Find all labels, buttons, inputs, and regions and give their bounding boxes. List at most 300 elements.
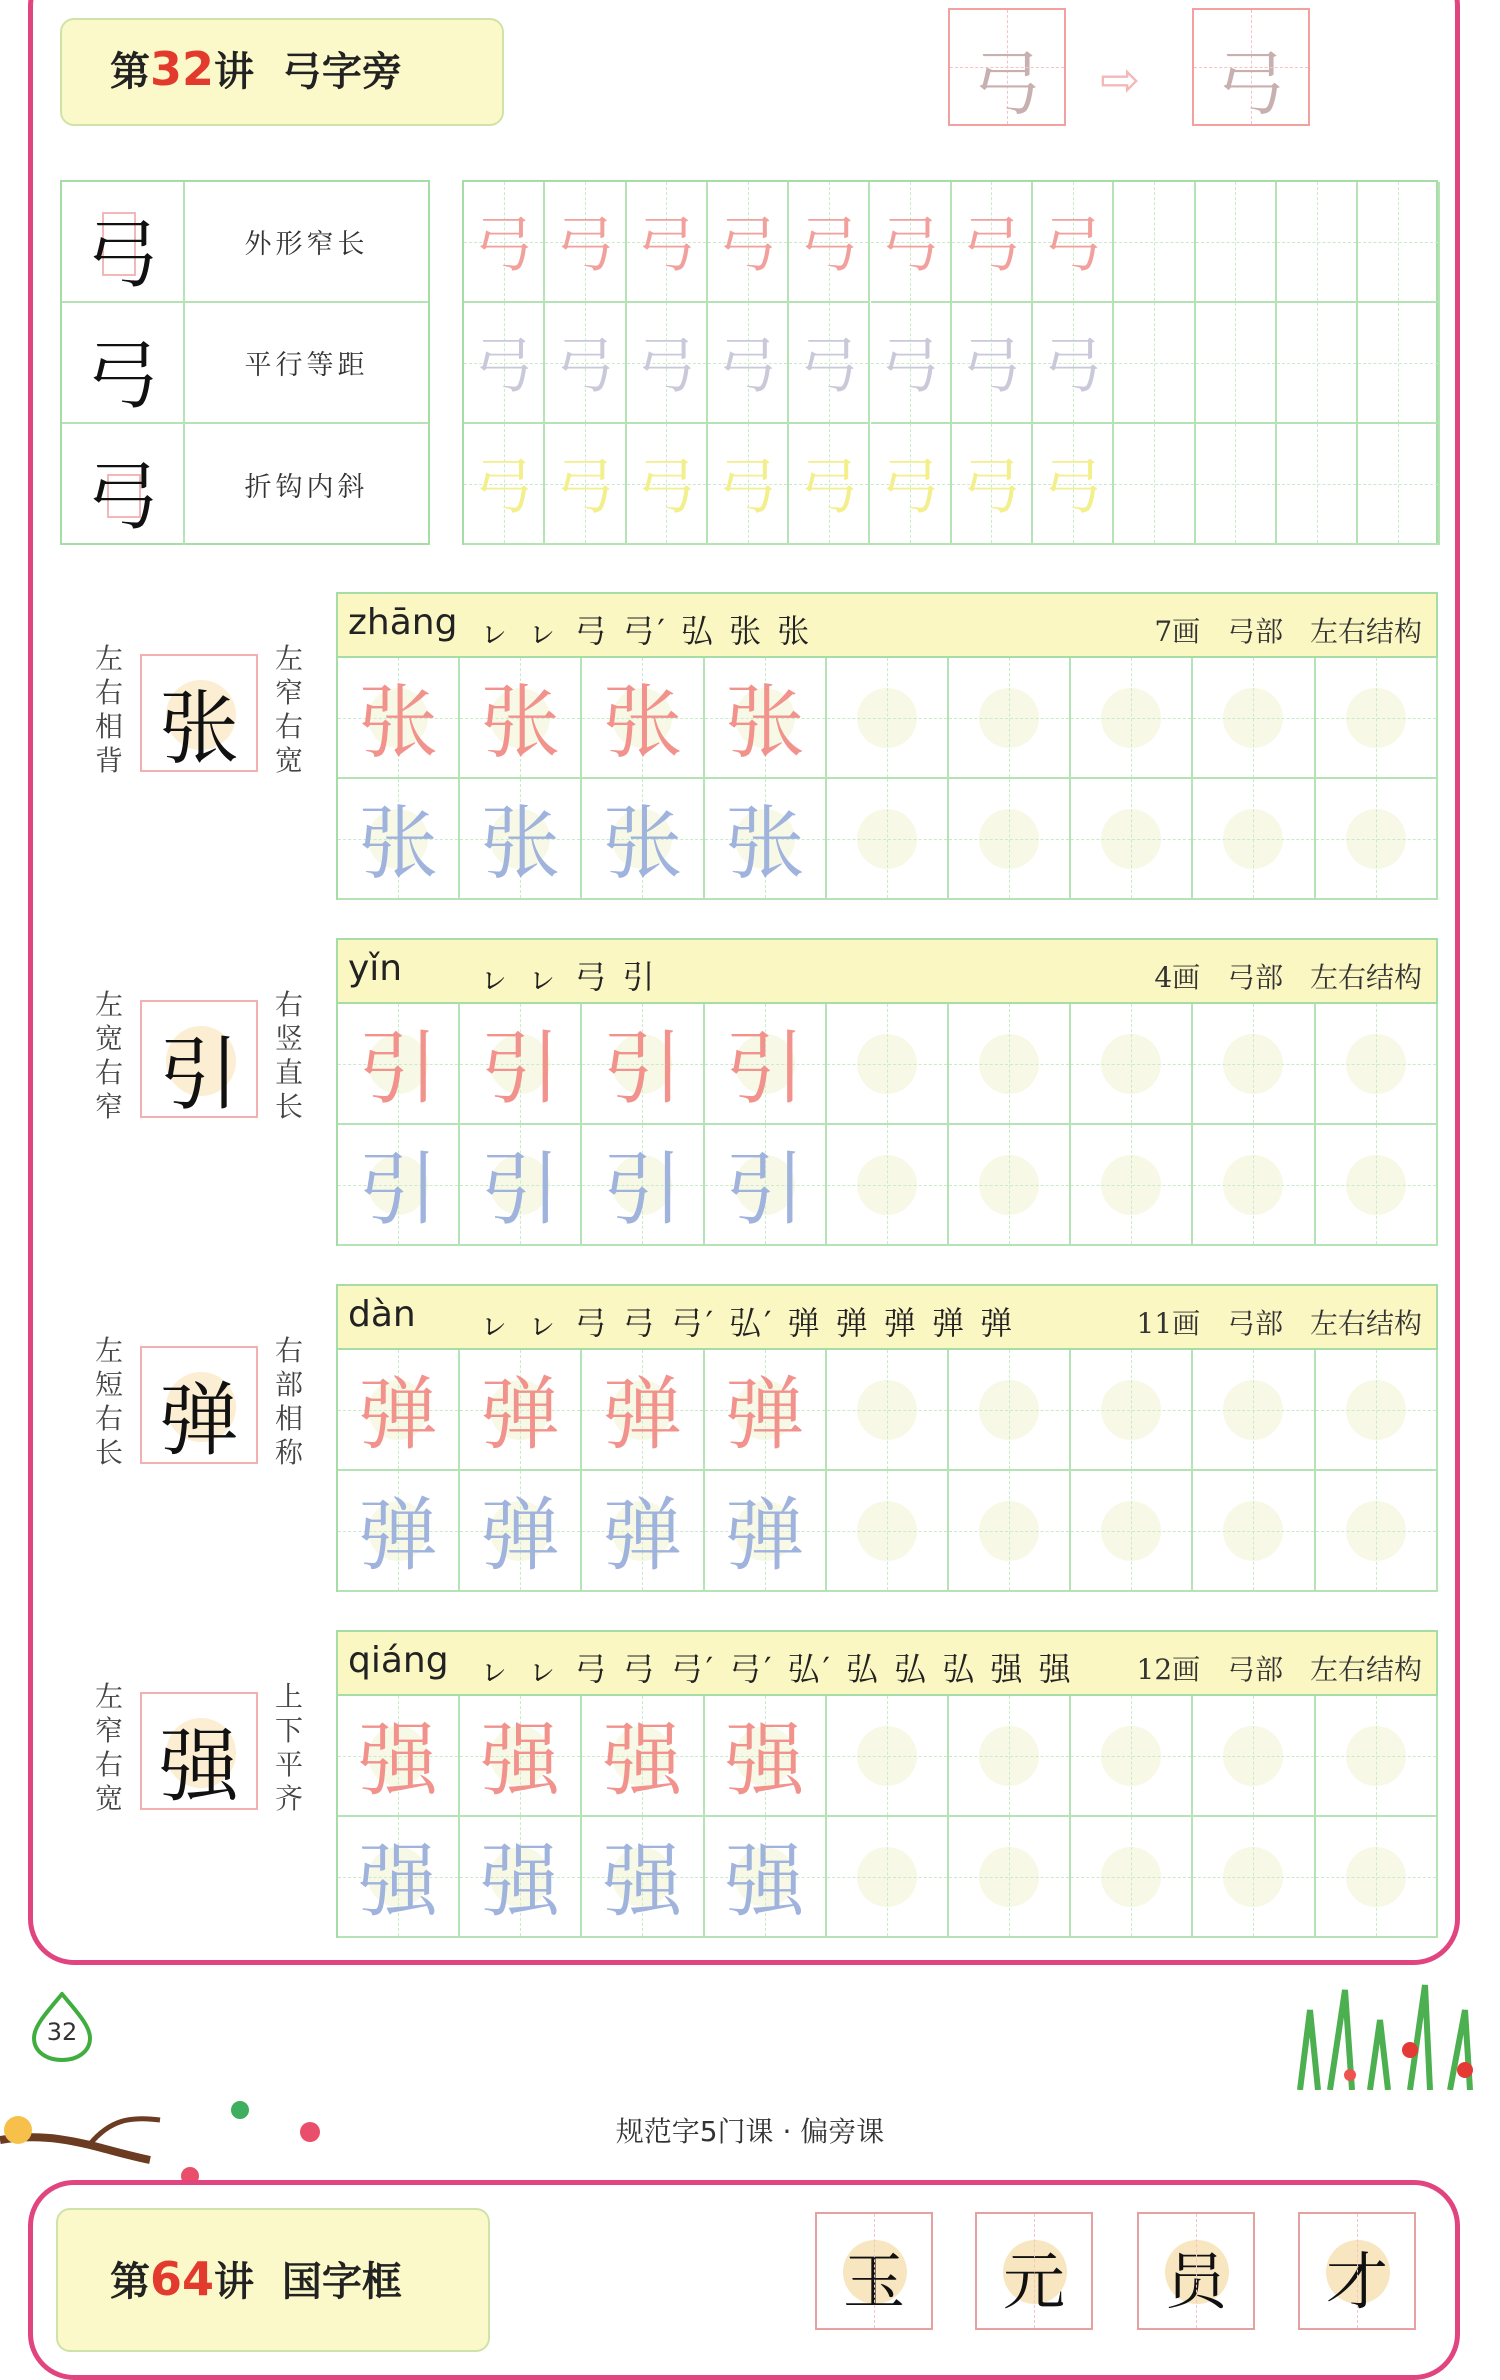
practice-cell (460, 1471, 582, 1592)
practice-cell (1071, 1817, 1193, 1938)
next-lesson-prefix: 第 (110, 2259, 150, 2305)
practice-cell (460, 779, 582, 900)
demo-box-after (1192, 8, 1310, 126)
lesson-name: 弓字旁 (281, 49, 402, 95)
char-practice-grid (336, 656, 1438, 900)
trace-glyph: 弓 (880, 209, 941, 280)
practice-cell (1316, 1125, 1438, 1246)
structure-type: 左右结构 (1309, 1307, 1422, 1340)
practice-cell (789, 182, 870, 303)
trace-glyph: 弓 (1042, 330, 1103, 401)
guide-line (1277, 484, 1356, 485)
trace-glyph: 弓 (1042, 209, 1103, 280)
guide-line (1114, 242, 1193, 243)
right-note: 上下平齐 (274, 1680, 303, 1815)
page-number: 32 (46, 2018, 78, 2046)
trace-glyph: 弓 (717, 330, 778, 401)
model-char: 强 (159, 1720, 239, 1813)
radical-feature-table (60, 180, 430, 545)
radical-tip: 折钩内斜 (244, 472, 369, 503)
practice-cell (1316, 1696, 1438, 1817)
trace-glyph: 弓 (473, 451, 534, 522)
practice-cell (338, 1004, 460, 1125)
practice-cell (1033, 303, 1114, 424)
pinyin: dàn (348, 1294, 416, 1335)
practice-cell (1358, 303, 1439, 424)
practice-cell (1193, 1696, 1315, 1817)
practice-cell (827, 1350, 949, 1471)
practice-cell (705, 658, 827, 779)
trace-glyph: 弹 (480, 1488, 561, 1582)
practice-cell (952, 424, 1033, 545)
practice-cell (1193, 1350, 1315, 1471)
next-lesson-glyph: 元 (1002, 2245, 1065, 2318)
trace-glyph: 弓 (880, 451, 941, 522)
practice-cell (949, 1471, 1071, 1592)
trace-glyph: 张 (358, 675, 439, 769)
trace-glyph: 强 (602, 1713, 683, 1807)
trace-glyph: 引 (358, 1021, 439, 1115)
practice-cell (949, 779, 1071, 900)
trace-glyph: 弓 (717, 209, 778, 280)
demo-char-after: 弓 (1216, 43, 1286, 125)
char-practice-grid (336, 1694, 1438, 1938)
practice-cell (871, 303, 952, 424)
trace-glyph: 弓 (961, 209, 1022, 280)
trace-glyph: 张 (480, 675, 561, 769)
practice-cell (1071, 1004, 1193, 1125)
trace-glyph: 张 (602, 675, 683, 769)
practice-cell (949, 1350, 1071, 1471)
trace-glyph: 弓 (717, 451, 778, 522)
stroke-count: 4画 (1154, 961, 1201, 994)
practice-cell (871, 182, 952, 303)
trace-glyph: 引 (602, 1021, 683, 1115)
stroke-count: 11画 (1136, 1307, 1201, 1340)
trace-glyph: 弓 (554, 330, 615, 401)
trace-glyph: 弓 (636, 451, 697, 522)
pinyin: yǐn (348, 948, 403, 989)
practice-cell (338, 1350, 460, 1471)
practice-cell (705, 1696, 827, 1817)
char-practice-grid (336, 1348, 1438, 1592)
left-note: 左右相背 (94, 642, 123, 777)
trace-glyph: 弓 (554, 451, 615, 522)
guide-line (1316, 1877, 1436, 1878)
lesson-suffix: 讲 (214, 49, 255, 95)
radical-glyph-box (62, 424, 185, 545)
practice-cell (338, 779, 460, 900)
practice-cell (827, 779, 949, 900)
guide-line (827, 1410, 947, 1411)
practice-cell (1277, 303, 1358, 424)
trace-glyph: 强 (724, 1834, 805, 1928)
guide-line (949, 839, 1069, 840)
practice-cell (1114, 182, 1195, 303)
stroke-count: 7画 (1154, 615, 1201, 648)
trace-glyph: 弓 (636, 209, 697, 280)
guide-line (949, 1756, 1069, 1757)
model-char: 张 (159, 682, 239, 775)
guide-line (949, 1064, 1069, 1065)
radical-practice-grid (462, 180, 1438, 545)
book-footer: 规范字5门课 · 偏旁课 (615, 2115, 885, 2148)
guide-line (1316, 1064, 1436, 1065)
stroke-order: ㇾ ㇾ 弓 弓 弓′ 弘′ 弹 弹 弹 弹 弹 (478, 1304, 1016, 1342)
practice-cell (1196, 303, 1277, 424)
practice-cell (545, 182, 626, 303)
model-char-box (140, 1346, 258, 1467)
lesson-number: 32 (150, 42, 215, 96)
practice-cell (1193, 779, 1315, 900)
practice-cell (952, 303, 1033, 424)
trace-glyph: 弹 (602, 1367, 683, 1461)
practice-cell (582, 1696, 704, 1817)
practice-cell (1277, 424, 1358, 545)
radical-glyph: 弓 (85, 333, 160, 419)
next-lesson-title (110, 2250, 402, 2307)
trace-glyph: 弹 (358, 1367, 439, 1461)
pinyin: zhāng (348, 602, 458, 643)
next-lesson-suffix: 讲 (214, 2259, 255, 2305)
practice-cell (1316, 1350, 1438, 1471)
guide-line (1316, 839, 1436, 840)
guide-line (827, 1756, 947, 1757)
practice-cell (1071, 1125, 1193, 1246)
guide-line (949, 1185, 1069, 1186)
trace-glyph: 引 (724, 1142, 805, 1236)
next-lesson-char (815, 2212, 933, 2330)
practice-cell (545, 303, 626, 424)
practice-cell (464, 303, 545, 424)
trace-glyph: 弓 (554, 209, 615, 280)
left-note: 左短右长 (94, 1334, 123, 1469)
trace-glyph: 引 (724, 1021, 805, 1115)
model-char-box (140, 654, 258, 775)
radical-name: 弓部 (1227, 615, 1284, 648)
trace-glyph: 张 (480, 796, 561, 890)
practice-cell (708, 182, 789, 303)
practice-cell (705, 1125, 827, 1246)
practice-cell (705, 1817, 827, 1938)
trace-glyph: 弓 (636, 330, 697, 401)
radical-glyph-box (62, 182, 185, 301)
guide-line (1071, 1531, 1191, 1532)
demo-char-before: 弓 (972, 43, 1042, 125)
radical-row (62, 182, 428, 303)
char-meta (1137, 1302, 1422, 1342)
demo-box-before (948, 8, 1066, 126)
practice-cell (705, 1471, 827, 1592)
radical-glyph: 弓 (85, 212, 160, 298)
trace-glyph: 强 (480, 1713, 561, 1807)
practice-cell (338, 1817, 460, 1938)
practice-cell (827, 1004, 949, 1125)
trace-glyph: 弹 (480, 1367, 561, 1461)
practice-cell (338, 1471, 460, 1592)
radical-name: 弓部 (1227, 1653, 1284, 1686)
practice-cell (1114, 303, 1195, 424)
char-info-bar (336, 1630, 1438, 1696)
next-lesson-glyph: 玉 (842, 2245, 905, 2318)
trace-glyph: 强 (602, 1834, 683, 1928)
practice-cell (1193, 1817, 1315, 1938)
guide-line (1316, 1531, 1436, 1532)
practice-cell (827, 1125, 949, 1246)
structure-type: 左右结构 (1309, 615, 1422, 648)
practice-cell (582, 1471, 704, 1592)
guide-line (949, 718, 1069, 719)
trace-glyph: 张 (724, 796, 805, 890)
guide-line (1358, 363, 1437, 364)
practice-cell (789, 424, 870, 545)
practice-cell (464, 182, 545, 303)
next-lesson-char (1298, 2212, 1416, 2330)
radical-glyph: 弓 (85, 454, 160, 540)
char-practice-grid (336, 1002, 1438, 1246)
practice-cell (1071, 779, 1193, 900)
radical-glyph-box (62, 303, 185, 422)
guide-line (1193, 1531, 1313, 1532)
practice-cell (460, 1696, 582, 1817)
trace-glyph: 弓 (473, 209, 534, 280)
practice-cell (1316, 1817, 1438, 1938)
guide-line (827, 718, 947, 719)
guide-line (1358, 242, 1437, 243)
char-meta (1154, 956, 1422, 996)
trace-glyph: 强 (358, 1834, 439, 1928)
practice-cell (1358, 424, 1439, 545)
practice-cell (460, 1817, 582, 1938)
guide-line (827, 1185, 947, 1186)
radical-row (62, 303, 428, 424)
pinyin: qiáng (348, 1640, 449, 1681)
guide-line (1193, 1756, 1313, 1757)
trace-glyph: 张 (358, 796, 439, 890)
guide-line (1196, 484, 1275, 485)
trace-glyph: 引 (480, 1021, 561, 1115)
next-lesson-char (1137, 2212, 1255, 2330)
practice-cell (1033, 424, 1114, 545)
trace-glyph: 强 (724, 1713, 805, 1807)
trace-glyph: 弓 (798, 451, 859, 522)
guide-line (1196, 242, 1275, 243)
practice-cell (582, 1125, 704, 1246)
practice-cell (1193, 1471, 1315, 1592)
model-char-box (140, 1692, 258, 1813)
trace-glyph: 弓 (961, 330, 1022, 401)
practice-cell (582, 1350, 704, 1471)
guide-line (949, 1877, 1069, 1878)
radical-tip: 外形窄长 (244, 229, 369, 260)
guide-line (1071, 1185, 1191, 1186)
trace-glyph: 弹 (602, 1488, 683, 1582)
practice-cell (1071, 1471, 1193, 1592)
practice-cell (949, 1125, 1071, 1246)
next-lesson-glyph: 员 (1164, 2245, 1227, 2318)
guide-line (1193, 839, 1313, 840)
char-info-bar (336, 592, 1438, 658)
guide-line (1114, 484, 1193, 485)
guide-line (1193, 1877, 1313, 1878)
practice-cell (464, 424, 545, 545)
right-note: 右部相称 (274, 1334, 303, 1469)
trace-glyph: 引 (602, 1142, 683, 1236)
practice-cell (582, 1817, 704, 1938)
practice-cell (1316, 1471, 1438, 1592)
next-lesson-number: 64 (150, 2252, 215, 2306)
practice-cell (952, 182, 1033, 303)
guide-line (827, 1531, 947, 1532)
structure-type: 左右结构 (1309, 961, 1422, 994)
practice-cell (1196, 182, 1277, 303)
practice-cell (949, 658, 1071, 779)
trace-glyph: 张 (602, 796, 683, 890)
guide-line (1196, 363, 1275, 364)
guide-line (1071, 1064, 1191, 1065)
practice-cell (582, 658, 704, 779)
guide-line (1277, 363, 1356, 364)
practice-cell (627, 424, 708, 545)
guide-line (1316, 1410, 1436, 1411)
model-char: 引 (159, 1028, 239, 1121)
practice-cell (627, 182, 708, 303)
practice-cell (1316, 658, 1438, 779)
trace-glyph: 引 (480, 1142, 561, 1236)
model-char-box (140, 1000, 258, 1121)
guide-line (1071, 1877, 1191, 1878)
guide-line (1071, 839, 1191, 840)
practice-cell (789, 303, 870, 424)
guide-line (1193, 1064, 1313, 1065)
practice-cell (1358, 182, 1439, 303)
guide-line (1114, 363, 1193, 364)
guide-line (827, 1064, 947, 1065)
practice-cell (1277, 182, 1358, 303)
right-note: 左窄右宽 (274, 642, 303, 777)
stroke-count: 12画 (1136, 1653, 1201, 1686)
practice-cell (1193, 1125, 1315, 1246)
guide-line (1358, 484, 1437, 485)
char-info-bar (336, 1284, 1438, 1350)
arrow-right-icon: ⇨ (1100, 52, 1141, 108)
practice-cell (1071, 1696, 1193, 1817)
char-meta (1137, 1648, 1422, 1688)
practice-cell (827, 1817, 949, 1938)
lesson-prefix: 第 (110, 49, 150, 95)
guide-line (1316, 1756, 1436, 1757)
practice-cell (460, 1350, 582, 1471)
guide-line (1071, 1410, 1191, 1411)
trace-glyph: 引 (358, 1142, 439, 1236)
guide-line (1193, 718, 1313, 719)
radical-name: 弓部 (1227, 961, 1284, 994)
guide-line (1277, 242, 1356, 243)
practice-cell (827, 658, 949, 779)
stroke-order: ㇾ ㇾ 弓 弓 弓′ 弓′ 弘′ 弘 弘 弘 强 强 (478, 1650, 1074, 1688)
right-note: 右竖直长 (274, 988, 303, 1123)
guide-line (1193, 1185, 1313, 1186)
practice-cell (460, 1004, 582, 1125)
practice-cell (545, 424, 626, 545)
practice-cell (827, 1471, 949, 1592)
next-lesson-glyph: 才 (1325, 2245, 1388, 2318)
practice-cell (338, 1696, 460, 1817)
guide-line (1071, 1756, 1191, 1757)
practice-cell (705, 779, 827, 900)
practice-cell (1193, 1004, 1315, 1125)
trace-glyph: 弓 (473, 330, 534, 401)
trace-glyph: 强 (358, 1713, 439, 1807)
practice-cell (949, 1817, 1071, 1938)
grass-decoration-icon (1290, 1980, 1490, 2090)
practice-cell (1316, 779, 1438, 900)
guide-line (1071, 718, 1191, 719)
left-note: 左宽右窄 (94, 988, 123, 1123)
trace-glyph: 弹 (724, 1367, 805, 1461)
trace-glyph: 弓 (961, 451, 1022, 522)
practice-cell (582, 779, 704, 900)
practice-cell (827, 1696, 949, 1817)
practice-cell (1316, 1004, 1438, 1125)
practice-cell (1196, 424, 1277, 545)
practice-cell (338, 1125, 460, 1246)
practice-cell (708, 303, 789, 424)
practice-cell (705, 1004, 827, 1125)
practice-cell (708, 424, 789, 545)
trace-glyph: 弓 (798, 330, 859, 401)
practice-cell (582, 1004, 704, 1125)
char-info-bar (336, 938, 1438, 1004)
practice-cell (1114, 424, 1195, 545)
trace-glyph: 弓 (798, 209, 859, 280)
trace-glyph: 张 (724, 675, 805, 769)
model-char: 弹 (159, 1374, 239, 1467)
next-lesson-char (975, 2212, 1093, 2330)
next-lesson-name: 国字框 (281, 2259, 402, 2305)
guide-line (949, 1531, 1069, 1532)
practice-cell (1193, 658, 1315, 779)
trace-glyph: 弓 (880, 330, 941, 401)
char-meta (1154, 610, 1422, 650)
guide-line (1193, 1410, 1313, 1411)
guide-line (827, 839, 947, 840)
practice-cell (705, 1350, 827, 1471)
left-note: 左窄右宽 (94, 1680, 123, 1815)
practice-cell (949, 1696, 1071, 1817)
guide-line (1316, 1185, 1436, 1186)
lesson-title (110, 40, 402, 97)
practice-cell (871, 424, 952, 545)
stroke-order: ㇾ ㇾ 弓 弓′ 弘 张 张 (478, 612, 813, 650)
practice-cell (338, 658, 460, 779)
practice-cell (460, 658, 582, 779)
radical-row (62, 424, 428, 545)
practice-cell (1071, 1350, 1193, 1471)
trace-glyph: 弓 (1042, 451, 1103, 522)
guide-line (827, 1877, 947, 1878)
radical-name: 弓部 (1227, 1307, 1284, 1340)
practice-cell (1071, 658, 1193, 779)
structure-type: 左右结构 (1309, 1653, 1422, 1686)
practice-cell (1033, 182, 1114, 303)
practice-cell (627, 303, 708, 424)
practice-cell (460, 1125, 582, 1246)
radical-tip: 平行等距 (244, 350, 369, 381)
stroke-order: ㇾ ㇾ 弓 引 (478, 958, 658, 996)
guide-line (949, 1410, 1069, 1411)
trace-glyph: 弹 (358, 1488, 439, 1582)
